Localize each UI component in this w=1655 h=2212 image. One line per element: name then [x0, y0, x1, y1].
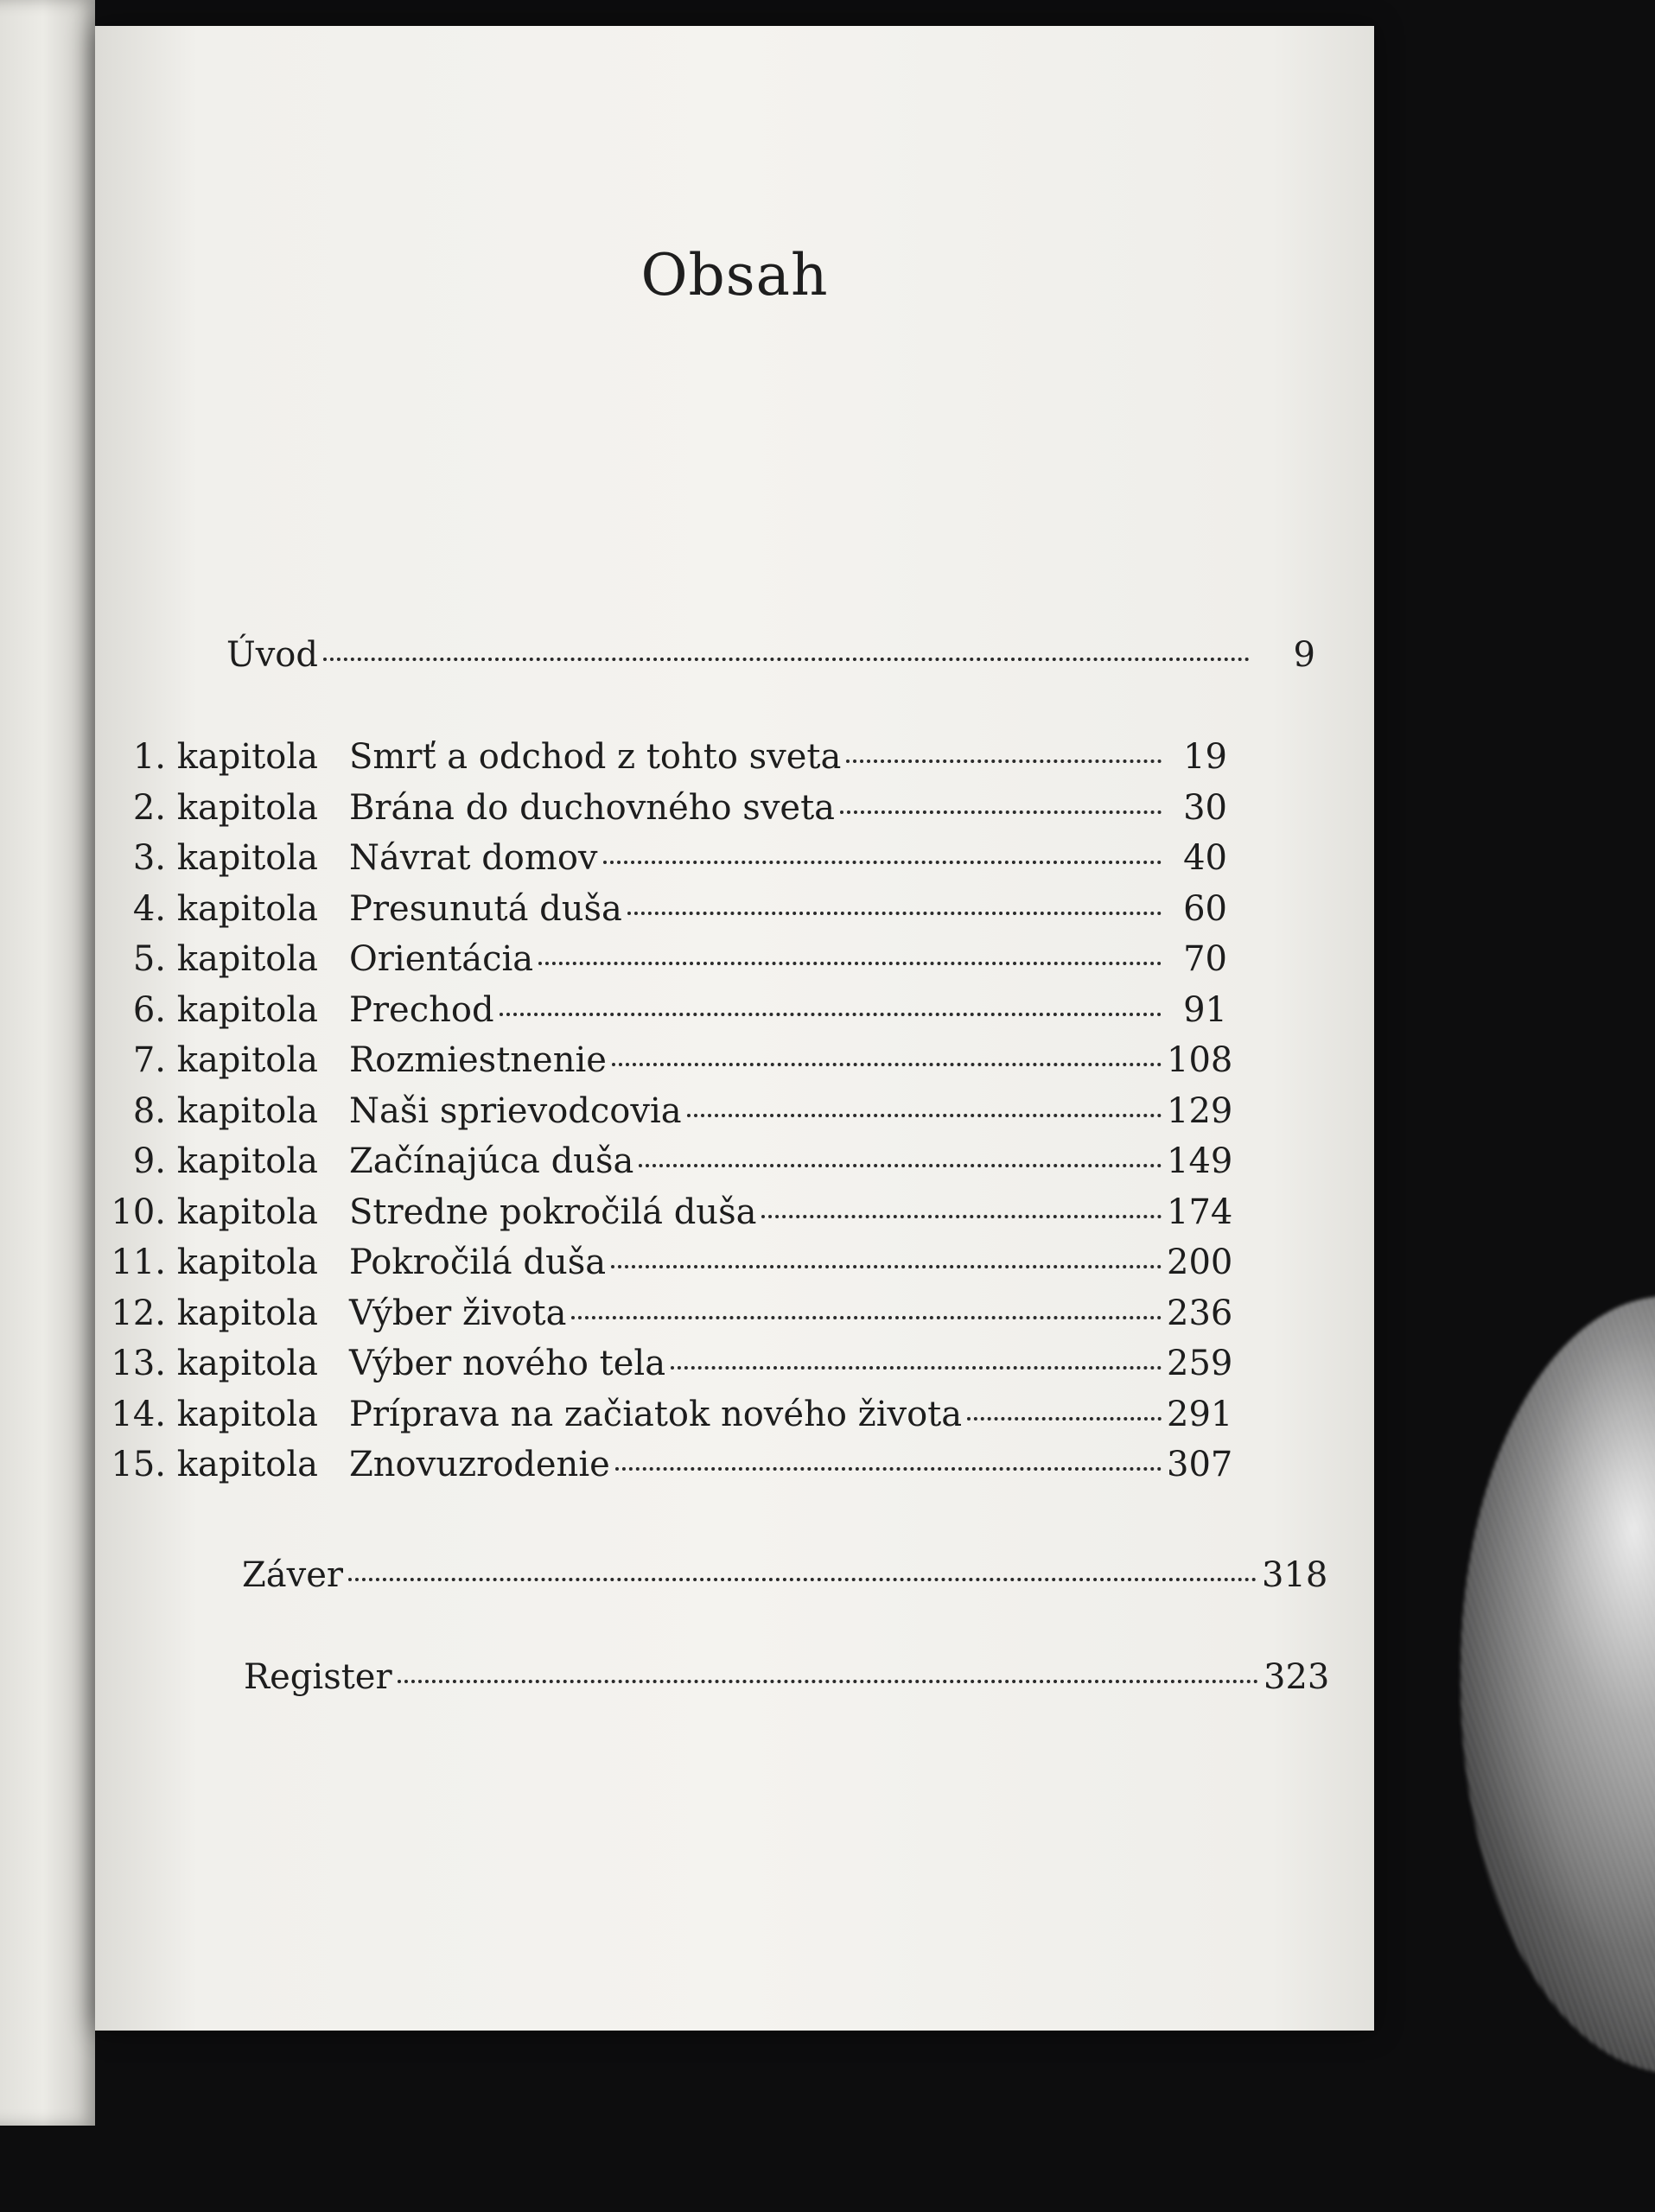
toc-chapter-number: 5. kapitola	[132, 939, 318, 979]
leader-dots	[840, 810, 1162, 814]
toc-chapter-page: 200	[1167, 1243, 1233, 1282]
toc-chapter-number: 8. kapitola	[132, 1090, 318, 1131]
toc-chapter-title: Rozmiestnenie	[349, 1040, 607, 1080]
toc-chapter-title: Výber nového tela	[349, 1344, 666, 1383]
leader-dots	[571, 1316, 1162, 1319]
toc-intro	[226, 635, 1315, 675]
toc-chapter-title: Presunutá duša	[349, 888, 622, 929]
leader-dots	[671, 1366, 1162, 1370]
toc-chapter-title: Začínajúca duša	[349, 1141, 634, 1181]
toc-chapter-page: 307	[1167, 1445, 1233, 1484]
leader-dots	[323, 658, 1250, 661]
toc-chapter-row	[95, 939, 1227, 979]
fur-background	[1461, 1296, 1655, 2074]
toc-chapter-row	[95, 1141, 1233, 1181]
toc-chapter-title: Stredne pokročilá duša	[349, 1192, 757, 1232]
toc-chapter-number: 4. kapitola	[132, 888, 318, 929]
toc-chapter-row	[95, 990, 1227, 1030]
leader-dots	[611, 1265, 1162, 1268]
leader-dots	[639, 1164, 1162, 1167]
toc-chapter-page: 30	[1183, 787, 1227, 828]
toc-chapter-title: Brána do duchovného sveta	[349, 787, 836, 828]
book-page	[95, 26, 1374, 2031]
toc-chapter-page: 236	[1167, 1293, 1233, 1333]
toc-chapter-title: Naši sprievodcovia	[349, 1090, 682, 1131]
toc-chapter-row	[95, 1344, 1233, 1383]
leader-dots	[538, 962, 1162, 965]
toc-chapter-row	[95, 1040, 1233, 1080]
left-page-edge	[0, 0, 95, 2126]
toc-chapter-title: Smrť a odchod z tohto sveta	[349, 737, 842, 777]
toc-chapter-row	[95, 1243, 1233, 1282]
toc-chapter-page: 19	[1183, 737, 1227, 777]
toc-chapter-number: 6. kapitola	[132, 989, 318, 1030]
toc-chapter-title: Znovuzrodenie	[349, 1445, 610, 1484]
toc-conclusion-label: Záver	[242, 1555, 344, 1595]
toc-chapter-number: 3. kapitola	[132, 838, 318, 878]
leader-dots	[761, 1215, 1162, 1218]
leader-dots	[967, 1417, 1162, 1421]
toc-chapter-number: 12. kapitola	[111, 1293, 318, 1333]
leader-dots	[348, 1578, 1257, 1581]
toc-chapter-number: 2. kapitola	[132, 787, 318, 828]
leader-dots	[603, 861, 1162, 864]
toc-chapter-number: 1. kapitola	[132, 737, 318, 777]
leader-dots	[615, 1467, 1162, 1471]
toc-conclusion-page: 318	[1262, 1555, 1328, 1595]
toc-chapter-row	[95, 788, 1227, 828]
toc-chapter-page: 129	[1167, 1090, 1233, 1131]
toc-register-page: 323	[1264, 1657, 1330, 1697]
toc-register	[244, 1657, 1330, 1697]
toc-chapter-title: Príprava na začiatok nového života	[349, 1394, 963, 1434]
leader-dots	[398, 1680, 1258, 1683]
toc-chapter-number: 15. kapitola	[111, 1445, 318, 1484]
toc-chapter-number: 7. kapitola	[132, 1040, 318, 1080]
toc-chapter-title: Prechod	[349, 989, 494, 1030]
leader-dots	[500, 1013, 1162, 1016]
toc-intro-page: 9	[1293, 635, 1315, 675]
toc-chapter-page: 174	[1167, 1192, 1233, 1232]
toc-chapter-page: 259	[1167, 1344, 1233, 1383]
toc-conclusion	[242, 1555, 1328, 1595]
toc-chapter-page: 291	[1167, 1394, 1233, 1434]
toc-chapter-page: 91	[1183, 989, 1227, 1030]
toc-chapter-page: 40	[1183, 838, 1227, 878]
toc-chapter-title: Pokročilá duša	[349, 1243, 607, 1282]
toc-chapter-row	[95, 1090, 1233, 1131]
toc-chapter-page: 60	[1183, 888, 1227, 929]
toc-chapter-number: 10. kapitola	[111, 1192, 318, 1232]
toc-chapter-page: 149	[1167, 1141, 1233, 1181]
toc-chapter-page: 108	[1167, 1040, 1233, 1080]
toc-chapter-row	[95, 737, 1227, 777]
toc-chapter-row	[95, 1445, 1233, 1484]
toc-chapter-row	[95, 889, 1227, 929]
toc-chapter-number: 9. kapitola	[132, 1141, 318, 1181]
leader-dots	[627, 912, 1162, 915]
leader-dots	[846, 760, 1162, 763]
toc-chapter-row	[95, 838, 1227, 878]
leader-dots	[612, 1063, 1162, 1066]
toc-chapter-page: 70	[1183, 939, 1227, 979]
leader-dots	[687, 1114, 1162, 1117]
toc-chapter-row	[95, 1192, 1233, 1232]
toc-chapter-row	[95, 1293, 1233, 1333]
page-title: Obsah	[640, 242, 829, 308]
toc-intro-label: Úvod	[226, 635, 318, 675]
toc-register-label: Register	[244, 1657, 392, 1697]
toc-chapter-number: 11. kapitola	[111, 1243, 318, 1282]
toc-chapter-row	[95, 1394, 1233, 1434]
toc-chapter-number: 13. kapitola	[111, 1344, 318, 1383]
toc-chapter-title: Návrat domov	[349, 838, 598, 878]
toc-chapter-title: Výber života	[349, 1293, 567, 1333]
toc-chapter-number: 14. kapitola	[111, 1394, 318, 1434]
toc-chapter-title: Orientácia	[349, 939, 534, 979]
